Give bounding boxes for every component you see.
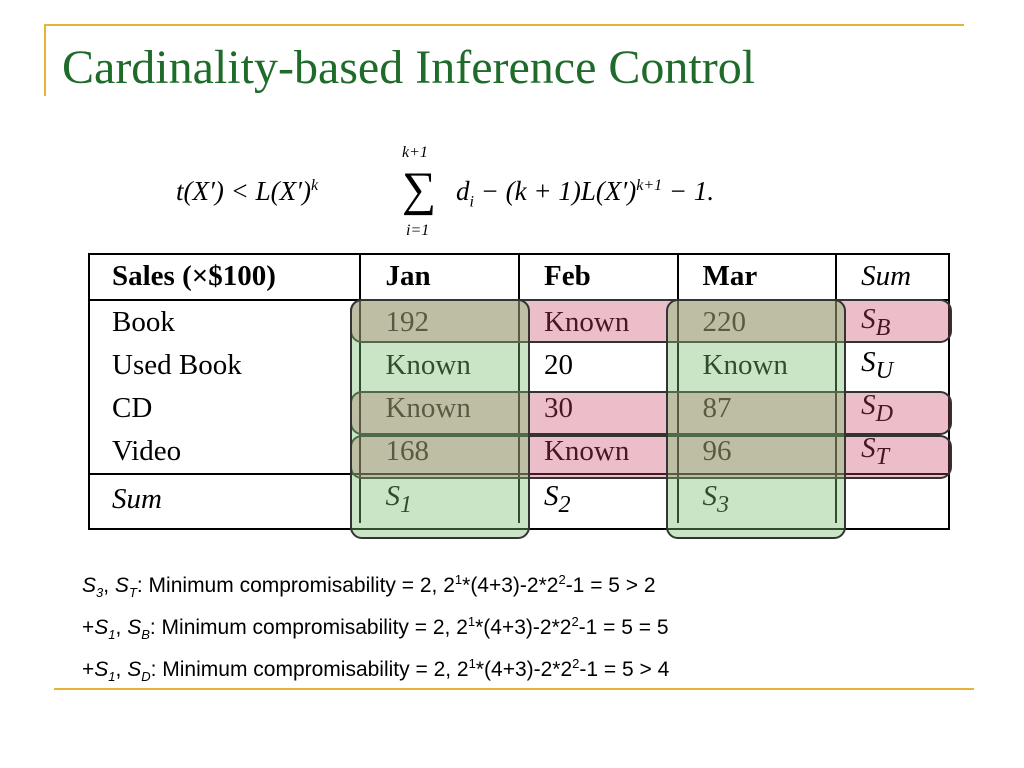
header-sum: Sum <box>836 253 948 300</box>
formula-lhs-exponent: k <box>311 177 319 194</box>
note-3-end: -1 = 5 > 4 <box>579 658 670 681</box>
sum-feb-sub: 2 <box>558 490 571 518</box>
accent-rule-bottom <box>54 688 974 690</box>
cell-usedbook-jan: Known <box>360 344 519 387</box>
cell-video-mar: 96 <box>678 430 837 474</box>
cell-book-jan: 192 <box>360 300 519 344</box>
note-2-prefix: + <box>82 616 95 639</box>
formula-lhs <box>176 176 318 207</box>
table-row <box>88 430 948 474</box>
note-1-var-b: S <box>114 574 129 597</box>
note-1-end: -1 = 5 > 2 <box>565 574 656 597</box>
notes <box>82 572 882 698</box>
note-3-var-a-sub: 1 <box>108 669 116 685</box>
formula-rhs-rest: − (k + 1)L(X′) <box>480 176 637 206</box>
row-label-sum: Sum <box>88 474 360 523</box>
cell-sum-mar <box>678 474 837 523</box>
cell-cd-mar: 87 <box>678 387 837 430</box>
formula-rhs-d: d <box>456 176 470 206</box>
note-1-mid: *(4+3)-2*2 <box>462 574 559 597</box>
note-2-mid: *(4+3)-2*2 <box>475 616 572 639</box>
sum-book-base: S <box>861 303 876 336</box>
note-3-mid: *(4+3)-2*2 <box>475 658 573 681</box>
table-row <box>88 300 948 344</box>
note-line-3 <box>82 656 882 698</box>
note-2-text: : Minimum compromisability = 2, 2 <box>149 616 468 639</box>
cell-usedbook-sum <box>836 344 948 387</box>
note-2-var-a-sub: 1 <box>108 627 116 643</box>
note-1-var-b-sub: T <box>128 585 137 601</box>
header-mar: Mar <box>678 253 837 300</box>
note-2-end: -1 = 5 = 5 <box>578 616 669 639</box>
row-label-book: Book <box>112 306 175 338</box>
note-1-var-a: S <box>82 574 97 597</box>
sum-video-base: S <box>861 432 876 465</box>
row-label-video: Video <box>112 435 182 467</box>
accent-rule-top <box>44 24 964 26</box>
note-2-sup-1: 1 <box>467 614 476 629</box>
sum-book-sub: B <box>875 313 891 341</box>
cell-sum-feb <box>519 474 678 523</box>
sum-mar-base: S <box>702 479 718 512</box>
table-row <box>88 344 948 387</box>
header-feb: Feb <box>519 253 678 300</box>
cell-sum-jan <box>360 474 519 523</box>
note-1-sup-2: 2 <box>558 572 566 587</box>
cell-cd-sum <box>836 387 948 430</box>
note-1-sep: , <box>103 574 115 597</box>
sum-cd-base: S <box>861 389 876 422</box>
note-2-sup-2: 2 <box>571 614 579 629</box>
note-2-var-a: S <box>94 616 109 639</box>
cell-cd-jan: Known <box>360 387 519 430</box>
header-sales: Sales (×$100) <box>88 253 360 300</box>
sum-jan-sub: 1 <box>399 490 413 518</box>
note-3-var-b-sub: D <box>141 669 151 685</box>
formula-sum-upper: k+1 <box>402 144 428 161</box>
note-3-sup-1: 1 <box>468 656 476 671</box>
sum-jan-base: S <box>385 479 400 512</box>
note-1-sup-1: 1 <box>454 572 463 587</box>
cell-sum-total <box>836 474 948 523</box>
formula-sum-lower: i=1 <box>406 222 430 239</box>
cell-book-feb: Known <box>519 300 678 344</box>
sum-mar-sub: 3 <box>717 490 730 518</box>
sales-table-wrap <box>88 253 948 528</box>
cell-cd-feb: 30 <box>519 387 678 430</box>
note-3-var-b: S <box>127 658 142 681</box>
row-label-used-book: Used Book <box>112 349 242 381</box>
cell-video-jan: 168 <box>360 430 519 474</box>
note-1-var-a-sub: 3 <box>96 585 104 601</box>
table-header-row <box>88 253 948 300</box>
note-2-sep: , <box>115 616 128 639</box>
formula <box>176 140 856 250</box>
header-jan: Jan <box>360 253 519 300</box>
slide-title: Cardinality-based Inference Control <box>62 41 756 94</box>
sum-feb-base: S <box>543 479 559 512</box>
note-3-text: : Minimum compromisability = 2, 2 <box>150 658 469 681</box>
table-row <box>88 387 948 430</box>
cell-video-feb: Known <box>519 430 678 474</box>
note-3-prefix: + <box>82 658 95 681</box>
note-3-var-a: S <box>94 658 109 681</box>
note-1-text: : Minimum compromisability = 2, 2 <box>136 574 455 597</box>
formula-rhs <box>456 176 714 211</box>
note-line-1 <box>82 572 882 614</box>
cell-book-sum <box>836 300 948 344</box>
table-sum-row <box>88 474 948 523</box>
sum-usedbook-sub: U <box>875 356 894 384</box>
cell-video-sum <box>836 430 948 474</box>
accent-rule-left <box>44 24 46 96</box>
row-label-cd: CD <box>112 392 153 424</box>
note-2-var-b-sub: B <box>141 627 150 643</box>
cell-usedbook-feb: 20 <box>519 344 678 387</box>
sum-video-sub: T <box>875 442 890 470</box>
formula-rhs-exponent: k+1 <box>636 177 663 194</box>
sum-usedbook-base: S <box>861 346 876 379</box>
sales-table <box>88 253 948 523</box>
formula-lhs-text: t(X′) < L(X′) <box>176 176 311 206</box>
formula-sum-symbol: ∑ <box>402 163 437 216</box>
formula-rhs-sub: i <box>469 193 474 211</box>
sum-cd-sub: D <box>875 399 894 427</box>
note-line-2 <box>82 614 882 656</box>
formula-rhs-end: − 1. <box>668 176 715 206</box>
cell-book-mar: 220 <box>678 300 837 344</box>
note-3-sep: , <box>115 658 128 681</box>
note-2-var-b: S <box>127 616 142 639</box>
cell-usedbook-mar: Known <box>678 344 837 387</box>
note-3-sup-2: 2 <box>572 656 580 671</box>
